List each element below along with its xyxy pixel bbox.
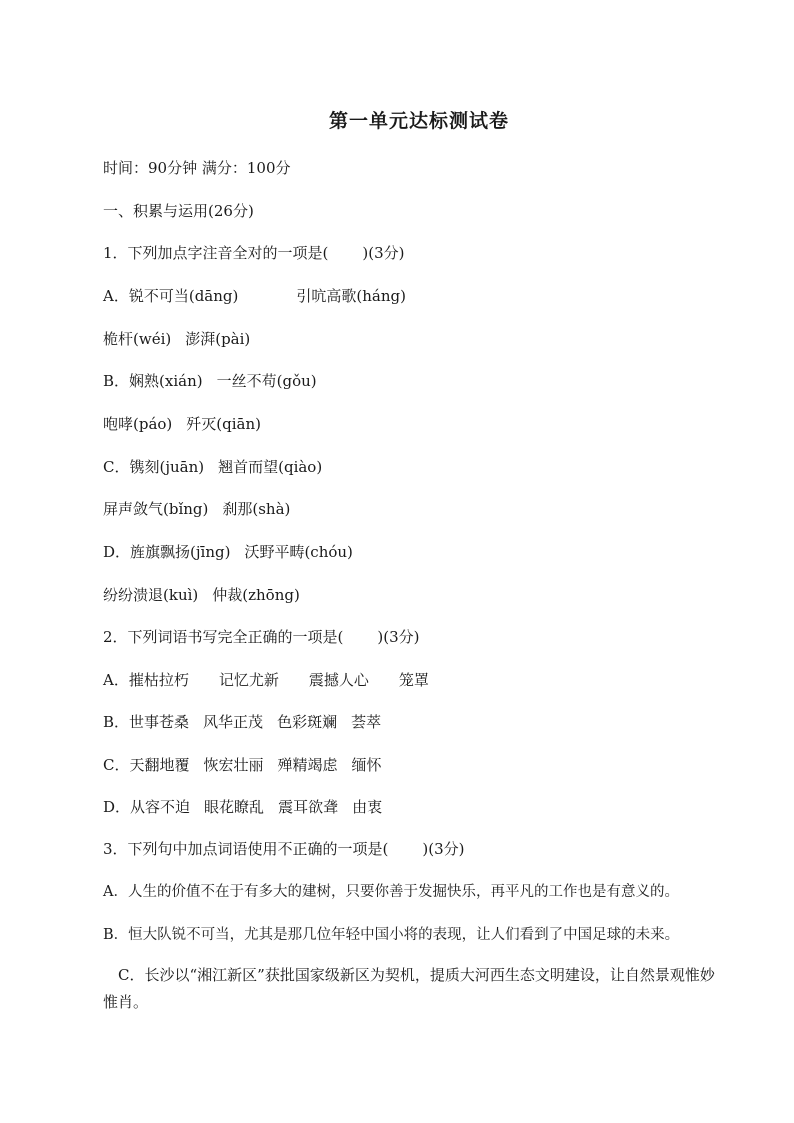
q2-option-b-word2: 风华正茂	[203, 713, 264, 731]
q2-option-b-label: B．	[103, 713, 130, 731]
q2-option-a-label: A．	[103, 671, 129, 689]
q1-option-a-line2	[103, 328, 250, 350]
q2-option-a-word1: 摧枯拉朽	[128, 671, 189, 689]
q1-option-b-item2: 一丝不苟(gǒu)	[216, 372, 317, 390]
q1-option-c-label: C．	[103, 458, 130, 476]
q2-option-a-word4: 笼罩	[398, 671, 429, 689]
q2-option-c-label: C．	[103, 756, 130, 774]
question-3-stem-text: 3．下列句中加点词语使用不正确的一项是(	[103, 840, 389, 858]
q1-option-a-item4: 澎湃(pài)	[185, 330, 251, 348]
q2-option-a	[103, 669, 429, 691]
q1-option-b-line1	[103, 370, 317, 392]
q1-option-d-line1	[103, 541, 353, 563]
question-3-score: )(3分)	[422, 840, 465, 858]
q2-option-b-word4: 荟萃	[351, 713, 382, 731]
q1-option-d-item2: 沃野平畴(chóu)	[244, 543, 353, 561]
q2-option-d-word2: 眼花瞭乱	[204, 798, 265, 816]
q2-option-c-word4: 缅怀	[351, 756, 382, 774]
q2-option-c-word1: 天翻地覆	[129, 756, 190, 774]
q1-option-c-item1: 镌刻(juān)	[129, 458, 205, 476]
q1-option-c-item2: 翘首而望(qiào)	[218, 458, 323, 476]
page-title: 第一单元达标测试卷	[328, 110, 509, 132]
q1-option-a-item1: 锐不可当(dāng)	[128, 287, 239, 305]
question-2-stem	[103, 626, 420, 648]
q1-option-c-item4: 刹那(shà)	[222, 500, 291, 518]
question-2-score: )(3分)	[377, 628, 420, 646]
q2-option-c-word2: 恢宏壮丽	[203, 756, 264, 774]
q1-option-a-label: A．	[103, 287, 129, 305]
q1-option-c-item3: 屏声敛气(bǐng)	[103, 500, 209, 518]
q2-option-d-label: D．	[103, 798, 131, 816]
q1-option-c-line1	[103, 456, 322, 478]
q1-option-d-item3: 纷纷溃退(kuì)	[103, 586, 199, 604]
q1-option-b-line2	[103, 413, 261, 435]
exam-meta: 时间：90分钟 满分：100分	[103, 159, 291, 177]
question-2-stem-text: 2．下列词语书写完全正确的一项是(	[103, 628, 344, 646]
q2-option-d-word1: 从容不迫	[130, 798, 191, 816]
q1-option-b-item1: 娴熟(xián)	[129, 372, 203, 390]
q1-option-b-item4: 歼灭(qiān)	[186, 415, 261, 433]
q2-option-b-word3: 色彩斑斓	[277, 713, 338, 731]
q1-option-b-item3: 咆哮(páo)	[103, 415, 173, 433]
q2-option-c-word3: 殚精竭虑	[277, 756, 338, 774]
section-heading-1: 一、积累与运用(26分)	[103, 202, 254, 220]
q1-option-d-line2	[103, 584, 300, 606]
q2-option-a-word3: 震撼人心	[308, 671, 369, 689]
q1-option-a-item2: 引吭高歌(háng)	[296, 287, 406, 305]
q1-option-a-item3: 桅杆(wéi)	[103, 330, 172, 348]
q2-option-a-word2: 记忆尤新	[218, 671, 279, 689]
q1-option-d-item1: 旌旗飘扬(jīng)	[130, 543, 231, 561]
question-1-stem-text: 1．下列加点字注音全对的一项是(	[103, 244, 329, 262]
q1-option-c-line2	[103, 498, 290, 520]
q2-option-d	[103, 796, 382, 818]
question-3-stem	[103, 838, 465, 860]
q2-option-c	[103, 754, 382, 776]
question-1-score: )(3分)	[362, 244, 405, 262]
q3-option-c: C．长沙以“湘江新区”获批国家级新区为契机，提质大河西生态文明建设，让自然景观惟妙惟肖。	[103, 966, 715, 1011]
q1-option-a-line1	[103, 285, 406, 307]
q3-option-a: A．人生的价值不在于有多大的建树，只要你善于发掘快乐，再平凡的工作也是有意义的。	[103, 884, 679, 900]
q2-option-d-word3: 震耳欲聋	[278, 798, 339, 816]
q3-option-b: B．恒大队锐不可当，尤其是那几位年轻中国小将的表现，让人们看到了中国足球的未来。	[103, 927, 680, 943]
q2-option-b-word1: 世事苍桑	[129, 713, 190, 731]
question-1-stem	[103, 242, 405, 264]
q1-option-d-label: D．	[103, 543, 131, 561]
q1-option-b-label: B．	[103, 372, 130, 390]
q1-option-d-item4: 仲裁(zhōng)	[212, 586, 300, 604]
q2-option-d-word4: 由衷	[352, 798, 383, 816]
q2-option-b	[103, 711, 381, 733]
